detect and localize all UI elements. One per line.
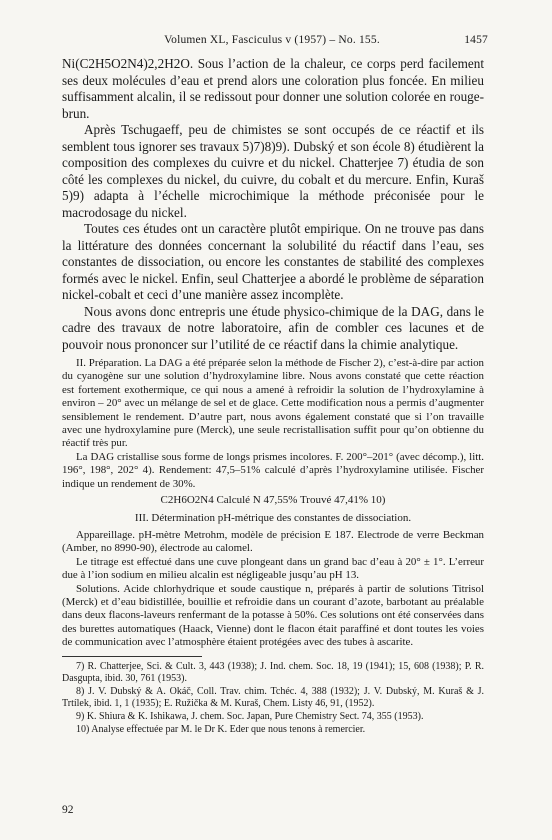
- paragraph-nickel-complex: Ni(C2H5O2N4)2,2H2O. Sous l’action de la chaleur, ce corps perd facilement ses deux molécules d’eau et prend alors une coloration plus foncée. En milieu suffisamment alcalin, il se redissout pour donner une solution colorée en rouge-brun.: [62, 56, 484, 121]
- footnotes: [62, 661, 484, 737]
- section-preparation: [62, 357, 484, 507]
- sheet-number: 92: [62, 804, 74, 816]
- running-title: Volumen XL, Fasciculus v (1957) – No. 155.: [164, 34, 380, 46]
- paragraph-empirical: Toutes ces études ont un caractère plutôt empirique. On ne trouve pas dans la littérature des données concernant la solubilité du réactif dans l’eau, ses constantes de dissociation, ou encore les constantes de stabilité des complexes formés avec le nickel. Enfin, seul Chatterjee a abordé le problème de séparation nickel-cobalt et ceci d’une manière assez incomplète.: [62, 221, 484, 302]
- footnote-7: 7) R. Chatterjee, Sci. & Cult. 3, 443 (1938); J. Ind. chem. Soc. 18, 19 (1941); 15, 608 (1938); P. R. Dasgupta, ibid. 30, 761 (1953).: [62, 660, 484, 685]
- page-number: 1457: [464, 34, 488, 46]
- paragraph-aim: Nous avons donc entrepris une étude physico-chimique de la DAG, dans le cadre des travaux de notre laboratoire, afin de combler ces lacunes et de pouvoir nous prononcer sur l’utilité de ce réactif dans la chimie analytique.: [62, 303, 484, 352]
- section-dissociation: [62, 512, 484, 649]
- analysis-formula: C2H6O2N4 Calculé N 47,55% Trouvé 47,41% 10): [160, 494, 386, 507]
- paragraph-preparation: II. Préparation. La DAG a été préparée selon la méthode de Fischer 2), c’est-à-dire par action du cyanogène sur une solution d’hydroxylamine libre. Nous avons constaté que cette réaction est fortement exothermique, ce qui nous a amené à refroidir la solution de l’hydroxylamine à environ – 20° avec un mélange de sel et de glace. Cette modification nous a permis d’augmenter sensiblement le rendement. D’autre part, nous avons également constaté que si l’on travaille avec une hydroxylamine pure (Merck), une seule recristallisation suffit pour qu’on obtienne du réactif très pur.: [62, 357, 484, 450]
- footnote-10: 10) Analyse effectuée par M. le Dr K. Eder que nous tenons à remercier.: [76, 723, 366, 735]
- footnote-8: 8) J. V. Dubský & A. Okáč, Coll. Trav. chim. Tchéc. 4, 388 (1932); J. V. Dubský, M. Kuraš & J. Trtílek, ibid. 1, 1 (1935); E. Ružička & M. Kuraš, Chem. Listy 46, 91, (1952).: [62, 685, 484, 710]
- footnote-9: 9) K. Shiura & K. Ishikawa, J. chem. Soc. Japan, Pure Chemistry Sect. 74, 355 (1953).: [76, 710, 424, 722]
- paragraph-crystallisation: La DAG cristallise sous forme de longs prismes incolores. F. 200°–201° (avec décomp.), litt. 196°, 198°, 202° 4). Rendement: 47,5–51% calculé d’après l’hydroxylamine utilisée. Fischer indique un rendement de 30%.: [62, 450, 484, 490]
- page-body: [62, 56, 484, 736]
- running-header: [62, 34, 488, 46]
- main-text: [62, 56, 484, 353]
- paragraph-titration: Le titrage est effectué dans une cuve plongeant dans un grand bac d’eau à 20° ± 1°. L’erreur due à l’ion sodium en milieu alcalin est négligeable jusqu’au pH 13.: [62, 555, 484, 582]
- footnote-rule: [62, 656, 202, 657]
- paragraph-previous-work: Après Tschugaeff, peu de chimistes se sont occupés de ce réactif et ils semblent tous ignorer ses travaux 5)7)8)9). Dubský et son école 8) étudièrent la composition des complexes du cuivre et du nickel. Chatterjee 7) étudia de son côté les complexes du nickel, du cuivre, du cobalt et du mercure. Enfin, Kuraš 5)9) adapta à l’échelle microchimique la méthode préconisée pour le macrodosage du nickel.: [62, 122, 484, 220]
- section-heading: III. Détermination pH-métrique des constantes de dissociation.: [134, 512, 412, 525]
- paragraph-solutions: Solutions. Acide chlorhydrique et soude caustique n, préparés à partir de solutions Titrisol (Merck) et d’eau bidistillée, bouillie et refroidie dans un courant d’azote, barbotant au préalable dans deux flacons-laveurs renfermant de la potasse à 50%. Ces solutions ont été conservées dans des burettes automatiques (Haack, Vienne) dont le flacon était paraffiné et dont toutes les voies de communication avec l’atmosphère étaient protégées avec des tubes à ascarite.: [62, 582, 484, 649]
- paragraph-apparatus: Appareillage. pH-mètre Metrohm, modèle de précision E 187. Electrode de verre Beckman (Amber, no 8990-90), électrode au calomel.: [62, 528, 484, 555]
